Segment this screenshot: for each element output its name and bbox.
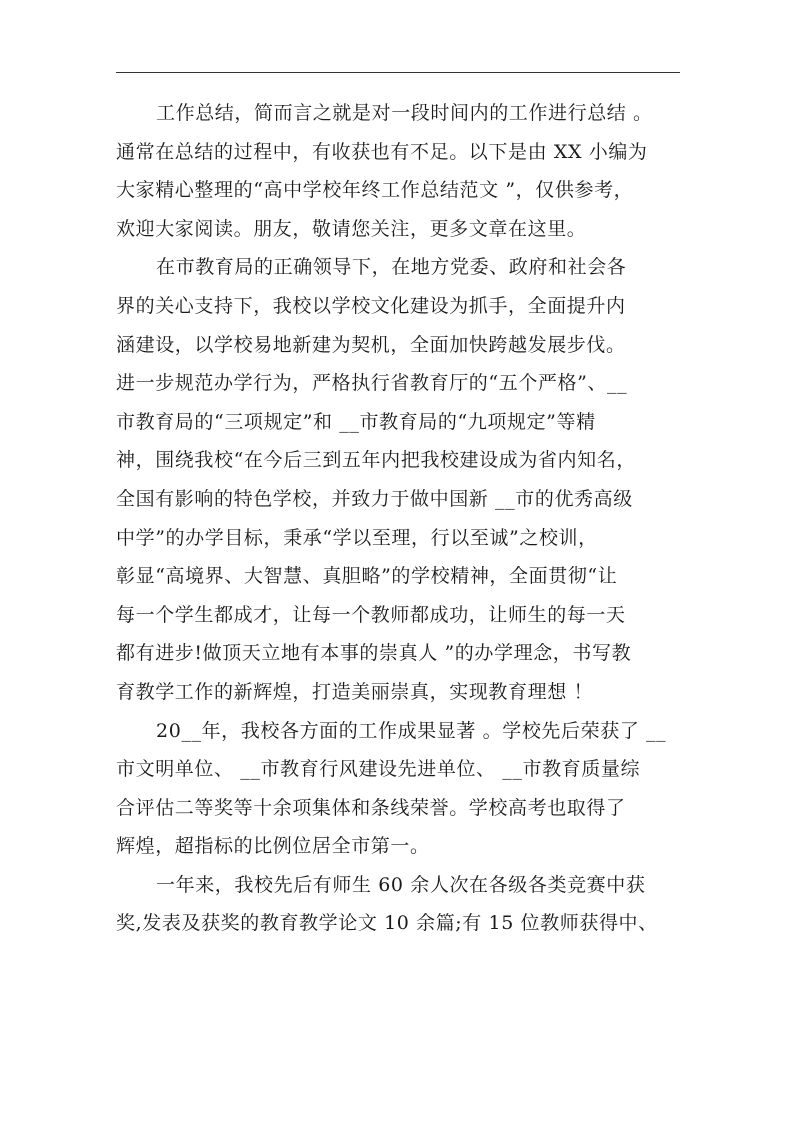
paragraph-line: 一年来，我校先后有师生 60 余人次在各级各类竞赛中获 bbox=[156, 873, 646, 896]
paragraph-line: 通常在总结的过程中，有收获也有不足。以下是由 XX 小编为 bbox=[116, 140, 648, 163]
paragraph-line: 育教学工作的新辉煌，打造美丽崇真，实现教育理想 ！ bbox=[116, 680, 594, 703]
paragraph-line: 彰显“高境界、大智慧、真胆略”的学校精神，全面贯彻“让 bbox=[116, 565, 618, 588]
paragraph-line: 奖,发表及获奖的教育教学论文 10 余篇;有 15 位教师获得中、 bbox=[116, 912, 658, 935]
paragraph-line: 进一步规范办学行为，严格执行省教育厅的“五个严格”、__ bbox=[116, 372, 628, 395]
paragraph-line: 工作总结，简而言之就是对一段时间内的工作进行总结 。 bbox=[156, 102, 653, 124]
paragraph-line: 市文明单位、 __市教育行风建设先进单位、 __市教育质量综 bbox=[116, 758, 641, 781]
paragraph-line: 都有进步!做顶天立地有本事的崇真人 ”的办学理念，书写教 bbox=[116, 642, 632, 665]
paragraph-line: 大家精心整理的“高中学校年终工作总结范文 ”，仅供参考， bbox=[116, 179, 634, 202]
paragraph-line: 全国有影响的特色学校，并致力于做中国新 __市的优秀高级 bbox=[116, 487, 633, 510]
header-divider bbox=[116, 72, 680, 73]
paragraph-line: 每一个学生都成才，让每一个教师都成功，让师生的每一天 bbox=[116, 603, 626, 626]
paragraph-line: 神，围绕我校“在今后三到五年内把我校建设成为省内知名， bbox=[116, 449, 636, 472]
paragraph-line: 中学”的办学目标，秉承“学以至理，行以至诚”之校训， bbox=[116, 526, 598, 549]
paragraph-line: 辉煌，超指标的比例位居全市第一。 bbox=[116, 835, 430, 858]
paragraph-line: 20__年，我校各方面的工作成果显著 。学校先后荣获了 __ bbox=[156, 719, 667, 742]
paragraph-line: 合评估二等奖等十余项集体和条线荣誉。学校高考也取得了 bbox=[116, 796, 626, 819]
paragraph-line: 在市教育局的正确领导下，在地方党委、政府和社会各 bbox=[156, 256, 627, 279]
paragraph-line: 市教育局的“三项规定”和 __市教育局的“九项规定”等精 bbox=[116, 410, 596, 433]
document-body bbox=[116, 94, 696, 943]
paragraph-line: 界的关心支持下，我校以学校文化建设为抓手，全面提升内 bbox=[116, 294, 626, 317]
paragraph-line: 欢迎大家阅读。朋友，敬请您关注，更多文章在这里。 bbox=[116, 217, 587, 240]
paragraph-line: 涵建设，以学校易地新建为契机，全面加快跨越发展步伐。 bbox=[116, 333, 626, 356]
